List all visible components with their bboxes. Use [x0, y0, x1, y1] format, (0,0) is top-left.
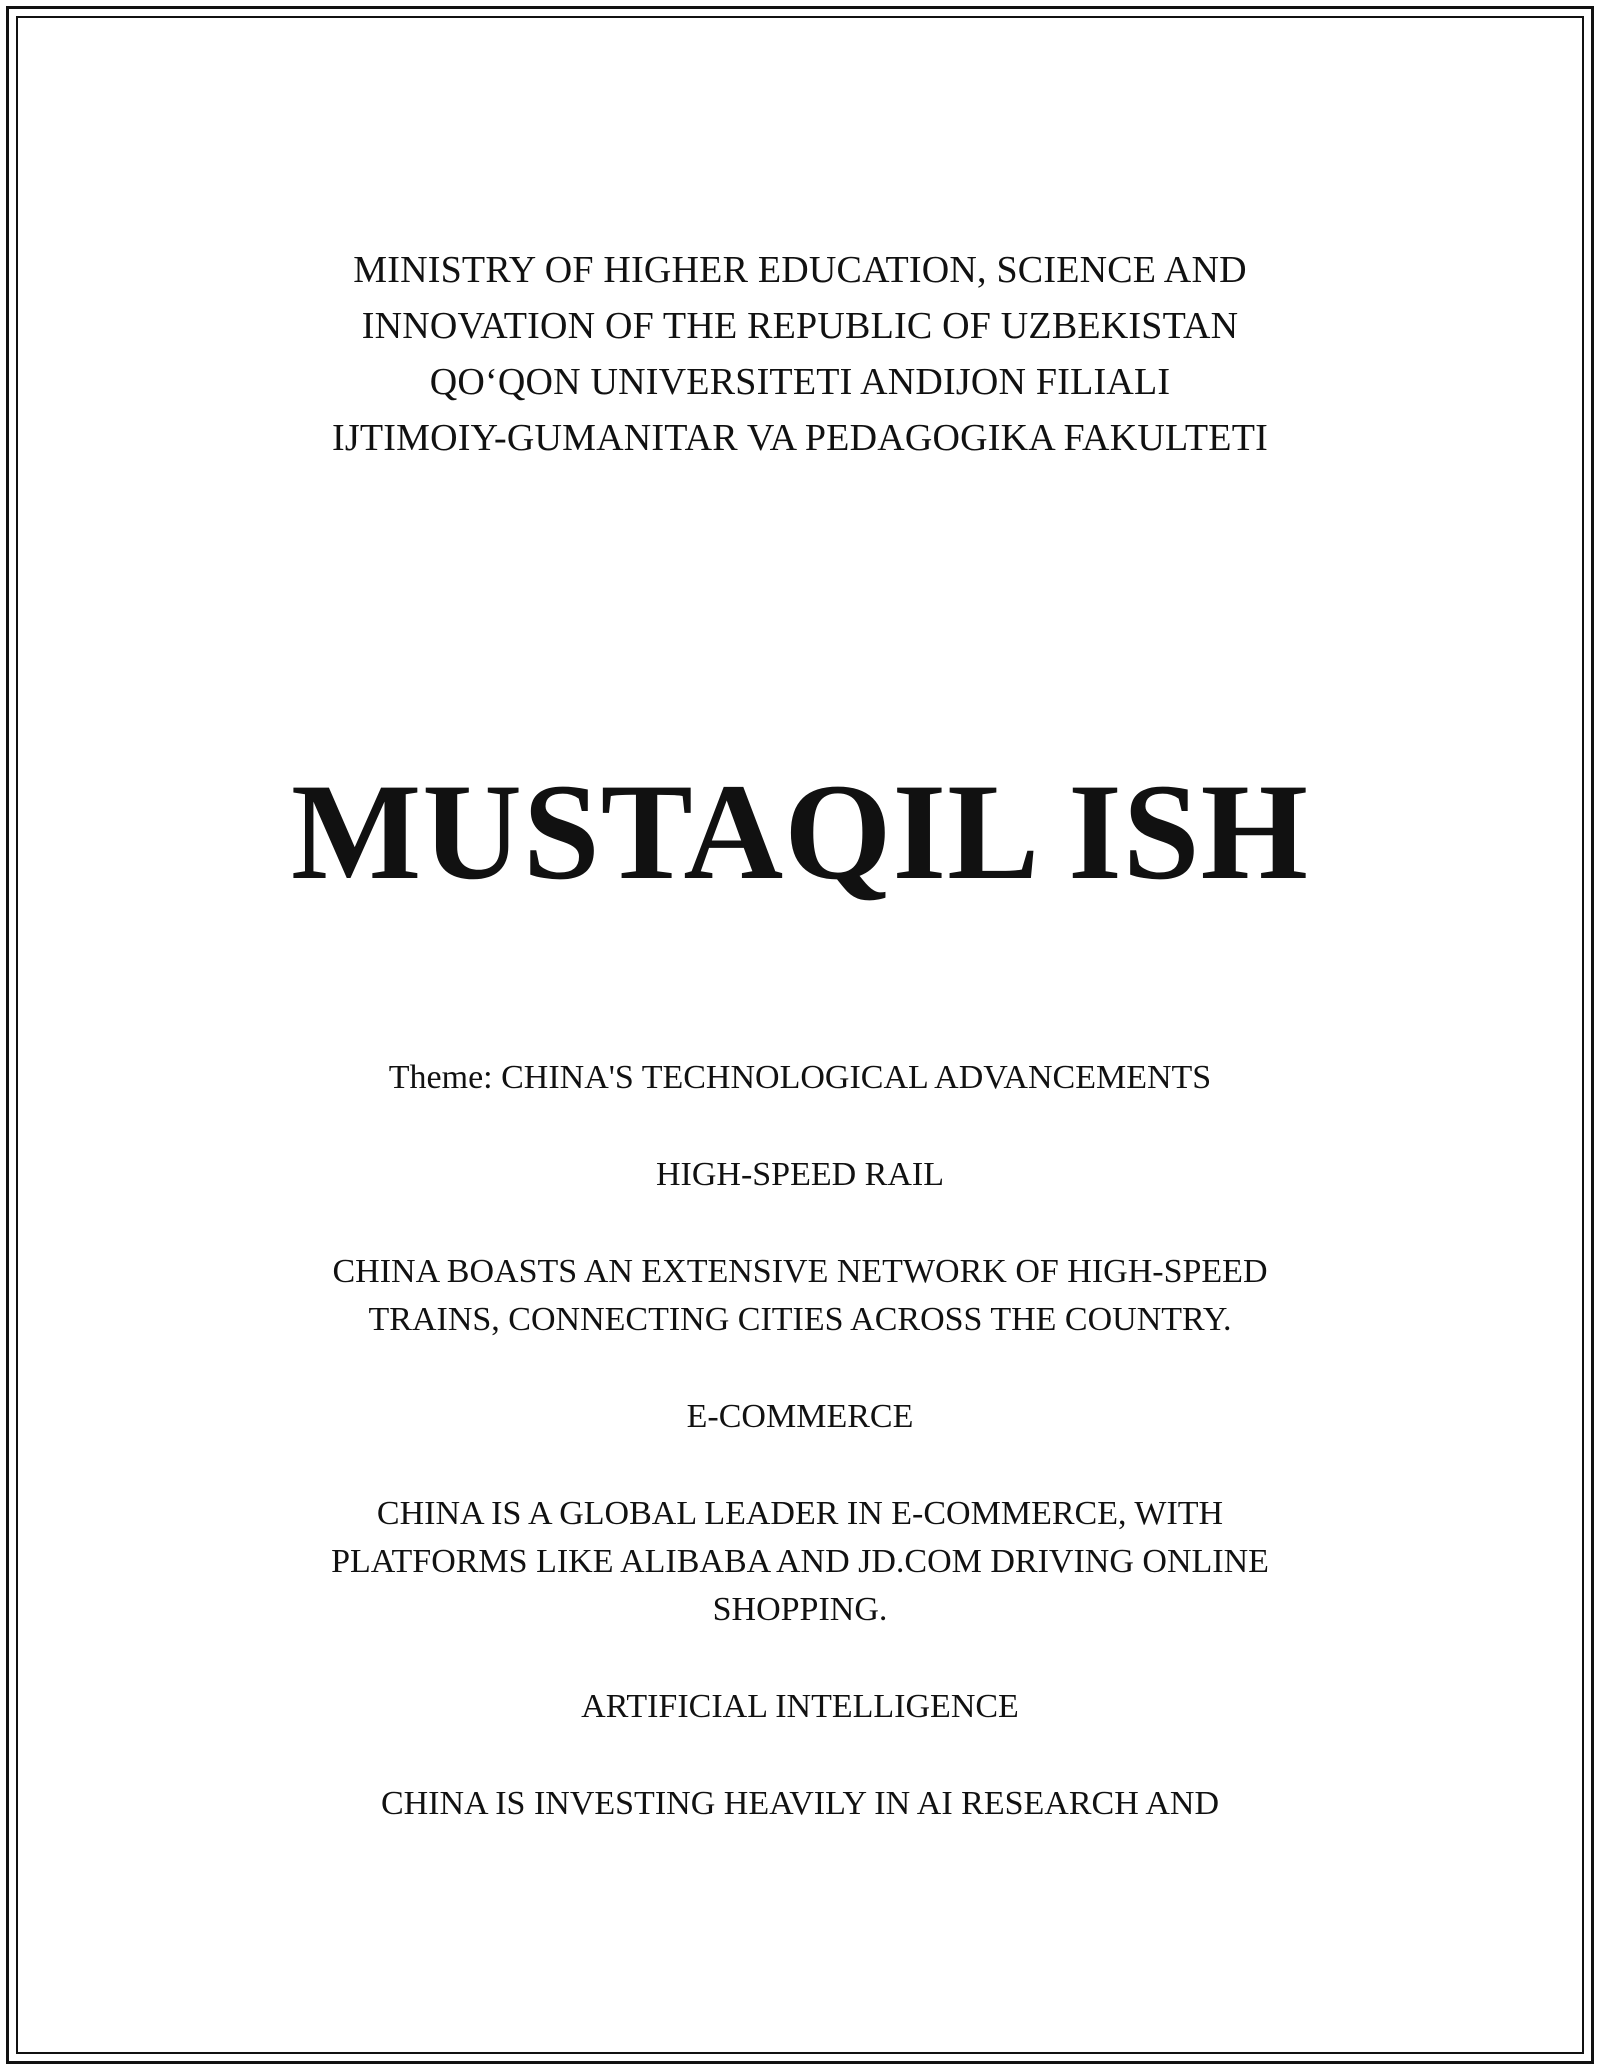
document-title: MUSTAQIL ISH [291, 755, 1309, 908]
header-line-faculty: IJTIMOIY-GUMANITAR VA PEDAGOGIKA FAKULTETI [331, 417, 1268, 459]
section-text-ecommerce [240, 1490, 1360, 1634]
header-line-university: QO‘QON UNIVERSITETI ANDIJON FILIALI [429, 361, 1171, 403]
paragraph-line: CHINA IS INVESTING HEAVILY IN AI RESEARCH AND [380, 1785, 1220, 1822]
heading-high-speed-rail: HIGH-SPEED RAIL [655, 1156, 945, 1193]
paragraph-line: CHINA IS A GLOBAL LEADER IN E-COMMERCE, WITH [376, 1495, 1224, 1532]
paragraph-line: CHINA BOASTS AN EXTENSIVE NETWORK OF HIGH-SPEED [332, 1253, 1268, 1290]
paragraph-line: TRAINS, CONNECTING CITIES ACROSS THE COUNTRY. [368, 1301, 1232, 1338]
header-line-republic: INNOVATION OF THE REPUBLIC OF UZBEKISTAN [361, 305, 1239, 347]
section-heading-ai [240, 1683, 1360, 1731]
section-text-rail [240, 1248, 1360, 1344]
theme-text: Theme: CHINA'S TECHNOLOGICAL ADVANCEMENTS [388, 1059, 1212, 1096]
heading-e-commerce: E-COMMERCE [686, 1398, 914, 1435]
paragraph-line: PLATFORMS LIKE ALIBABA AND JD.COM DRIVING ONLINE [331, 1543, 1269, 1580]
section-text-ai [240, 1780, 1360, 1828]
section-heading-ecommerce [240, 1393, 1360, 1441]
paragraph-line: SHOPPING. [712, 1591, 888, 1628]
header-line-ministry: MINISTRY OF HIGHER EDUCATION, SCIENCE AND [353, 249, 1247, 291]
section-heading-rail [240, 1151, 1360, 1199]
institution-header [0, 242, 1600, 466]
theme-line [240, 1054, 1360, 1102]
heading-artificial-intelligence: ARTIFICIAL INTELLIGENCE [581, 1688, 1019, 1725]
